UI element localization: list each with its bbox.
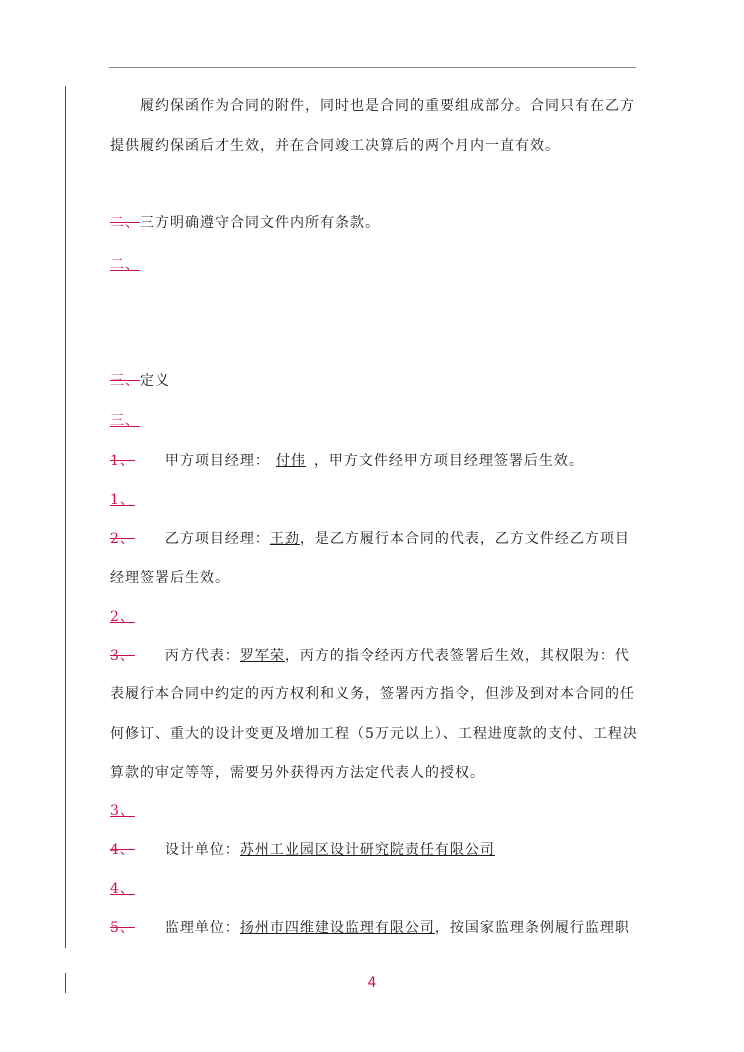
deleted-numbering: 2、 [110, 531, 135, 547]
party-c-representative-name: 罗军荣 [239, 648, 285, 664]
clause-3-deleted-heading [110, 371, 640, 391]
definition-2-label: 乙方项目经理： [164, 531, 270, 547]
definition-4-inserted-number: 4、 [110, 881, 135, 897]
definition-5-label: 监理单位： [164, 920, 240, 936]
clause-3-text: 定义 [140, 373, 170, 389]
deleted-numbering: 二、 [110, 215, 140, 231]
deleted-numbering: 1、 [110, 453, 135, 469]
definition-3 [110, 646, 640, 666]
definition-2 [110, 529, 640, 549]
deleted-numbering: 4、 [110, 842, 135, 858]
deleted-numbering: 5、 [110, 920, 135, 936]
definition-2-inserted-number: 2、 [110, 609, 135, 625]
clause-2-inserted-number: 二、 [110, 257, 140, 273]
definition-2-rest: ，是乙方履行本合同的代表，乙方文件经乙方项目 [299, 531, 630, 547]
definition-5-rest: ，按国家监理条例履行监理职 [434, 920, 630, 936]
definition-1-label: 甲方项目经理： [164, 453, 270, 469]
definition-4-label: 设计单位： [164, 842, 240, 858]
definition-3-line-4: 算款的审定等等，需要另外获得丙方法定代表人的授权。 [110, 765, 485, 781]
party-b-manager-name: 王劲 [269, 531, 300, 547]
clause-3-inserted-number: 三、 [110, 413, 140, 429]
design-unit-name: 苏州工业园区设计研究院责任有限公司 [239, 842, 495, 858]
definition-1 [110, 451, 640, 471]
deleted-numbering: 三、 [110, 373, 140, 389]
definition-1-inserted-number: 1、 [110, 492, 135, 508]
definition-2-line-2: 经理签署后生效。 [110, 570, 230, 586]
clause-2-deleted-heading [110, 213, 640, 233]
page-number: 4 [367, 975, 377, 991]
definition-4 [110, 840, 640, 860]
definition-3-label: 丙方代表： [164, 648, 240, 664]
bond-paragraph-line-2: 提供履约保函后才生效，并在合同竣工决算后的两个月内一直有效。 [110, 138, 560, 154]
deleted-numbering: 3、 [110, 648, 135, 664]
party-a-manager-name: 付伟 [275, 453, 306, 469]
clause-2-text: 三方明确遵守合同文件内所有条款。 [140, 215, 380, 231]
supervision-unit-name: 扬州市四维建设监理有限公司 [239, 920, 435, 936]
definition-1-rest: ，甲方文件经甲方项目经理签署后生效。 [313, 453, 584, 469]
definition-3-inserted-number: 3、 [110, 803, 135, 819]
bond-paragraph-line-1: 履约保函作为合同的附件，同时也是合同的重要组成部分。合同只有在乙方 [140, 98, 635, 114]
definition-3-line-2: 表履行本合同中约定的丙方权利和义务，签署丙方指令，但涉及到对本合同的任 [110, 686, 635, 702]
definition-3-line-3: 何修订、重大的设计变更及增加工程（5万元以上）、工程进度款的支付、工程决 [110, 726, 638, 742]
definition-3-rest: ，丙方的指令经丙方代表签署后生效，其权限为：代 [284, 648, 630, 664]
definition-5 [110, 918, 640, 938]
change-bar [65, 86, 66, 948]
header-rule [109, 67, 636, 68]
